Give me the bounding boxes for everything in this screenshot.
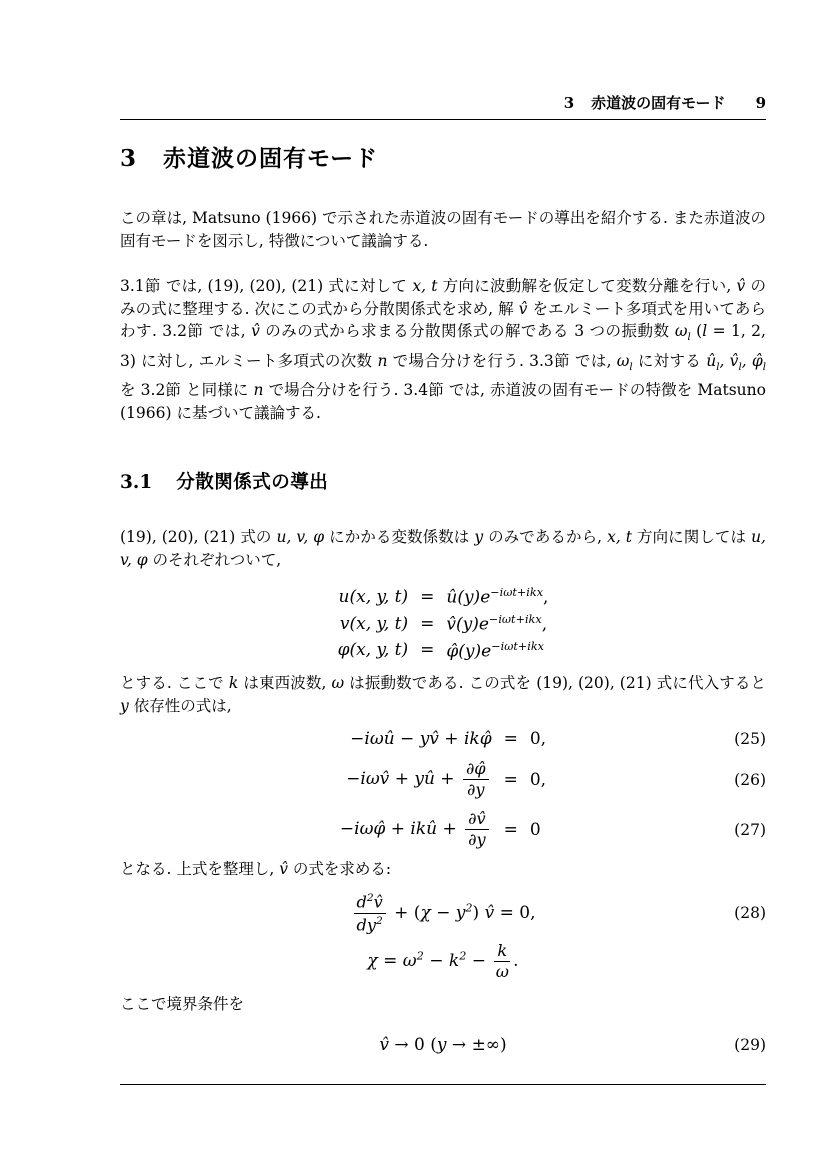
page-number: 9: [755, 94, 766, 112]
equation-chi-definition: [120, 942, 766, 981]
equation-29-body: [379, 1035, 506, 1055]
paragraph-intro: [120, 207, 766, 252]
text-run: =: [377, 951, 403, 972]
equation-number-28: (28): [734, 904, 766, 922]
equation-28: [120, 892, 766, 934]
equation-26-rhs: [530, 770, 546, 790]
math-run: ω: [495, 962, 509, 982]
equation-28-body: [351, 891, 536, 934]
text-run: のみの式から求まる分散関係式の解である 3 つの振動数: [259, 322, 675, 340]
fraction-numerator: [465, 810, 488, 830]
superscript: 2: [366, 891, 374, 905]
text-run: で場合分けを行う. 3.3節 では,: [387, 351, 617, 370]
equation-group-wave-solutions: [120, 586, 766, 661]
text-run: (19), (20), (21) 式の: [120, 528, 277, 547]
subscript: l: [629, 361, 633, 373]
superscript: 2: [375, 913, 383, 927]
text-run: 方向に波動解を仮定して変数分離を行い,: [437, 277, 737, 295]
equation-phi-rhs: [446, 640, 544, 662]
text-run: −: [423, 951, 449, 972]
math-run: v̂: [736, 277, 746, 295]
superscript: 2: [416, 949, 424, 963]
fraction: [354, 892, 386, 934]
text-run: 依存性の式は,: [128, 696, 232, 715]
paragraph-boundary: [120, 993, 766, 1016]
equals-sign: =: [503, 729, 518, 750]
equals-sign: =: [503, 769, 518, 790]
fraction-numerator: [354, 892, 386, 913]
running-head: [120, 92, 766, 113]
math-run: y: [120, 696, 129, 715]
math-run: x, t: [412, 277, 438, 295]
subsection-number: 3.1: [120, 472, 153, 494]
text-run: に対する: [632, 351, 707, 370]
text-run: 3.1節 では, (19), (20), (21) 式に対して: [120, 277, 413, 295]
text-run: のみの式に整理する. 次にこの式から分散関係式を求め, 解: [120, 277, 766, 318]
superscript: −iωt+ikx: [491, 639, 544, 653]
math-run: χ: [367, 951, 378, 972]
paragraph-v-equation: [120, 858, 766, 881]
math-run: χ − y: [420, 902, 466, 923]
math-run: û: [706, 351, 717, 370]
equals-sign: =: [420, 640, 435, 661]
subscript: l: [716, 361, 720, 373]
text-run: とする. ここで: [120, 674, 229, 693]
math-run: d: [356, 892, 367, 912]
section-heading: [120, 140, 766, 173]
math-run: , v̂: [719, 351, 739, 370]
math-run: v̂: [373, 892, 383, 912]
math-run: , φ̂: [741, 351, 763, 370]
math-run: −iωv̂ + yû +: [346, 769, 460, 790]
text-run: にかかる変数係数は: [324, 528, 475, 547]
fraction-numerator: [494, 942, 510, 962]
math-run: y: [474, 528, 484, 547]
page-header: [120, 92, 766, 120]
fraction-denominator: [468, 830, 485, 849]
text-run: を 3.2節 と同様に: [120, 381, 254, 400]
equation-25-rhs: [530, 729, 546, 749]
math-run: v̂: [484, 902, 495, 923]
subscript: l: [762, 361, 766, 373]
math-run: y: [436, 1034, 447, 1055]
math-run: ω: [331, 674, 345, 693]
section-number: 3: [120, 145, 137, 172]
superscript: 2: [459, 949, 467, 963]
text-run: = 1, 2, 3) に対し, エルミート多項式の次数: [120, 322, 766, 370]
text-run: の式を求める:: [287, 859, 392, 878]
equation-number-25: (25): [734, 730, 766, 749]
math-run: ∂y: [467, 780, 485, 800]
text-run: のみであるから,: [483, 528, 608, 547]
fraction-numerator: [463, 760, 489, 780]
text-run: 方向に関しては: [632, 528, 752, 547]
text-run: 0: [529, 819, 541, 840]
text-run: −: [466, 951, 492, 972]
math-run: u(x, y, t): [338, 587, 409, 608]
math-run: φ(x, y, t): [337, 640, 409, 661]
subsection-heading: [120, 468, 766, 494]
math-run: v(x, y, t): [339, 613, 409, 634]
equals-sign: =: [503, 819, 518, 840]
math-run: k: [497, 940, 508, 960]
equation-chi-body: [367, 940, 519, 982]
math-run: ω: [402, 951, 417, 972]
subsection-title: 分散関係式の導出: [176, 472, 329, 494]
running-head-section-title: 赤道波の固有モード: [591, 94, 726, 112]
text-run: = 0,: [494, 902, 536, 923]
fraction: [465, 810, 488, 849]
math-run: ω: [616, 351, 630, 370]
paragraph-substitute: [120, 672, 766, 717]
text-run: ,: [543, 587, 549, 608]
equation-27-lhs: [340, 810, 492, 849]
superscript: −iωt+ikx: [488, 612, 542, 626]
math-run: u, v, φ: [276, 528, 325, 547]
math-run: ∂y: [468, 830, 486, 850]
equation-v-lhs: [340, 614, 408, 634]
math-run: n: [253, 381, 264, 400]
text-run: は振動数である. この式を (19), (20), (21) 式に代入すると: [344, 674, 766, 693]
text-run: ,: [541, 614, 548, 635]
math-run: n: [377, 351, 388, 370]
equation-number-29: (29): [734, 1035, 766, 1054]
equals-sign: =: [420, 613, 435, 634]
header-rule: [120, 119, 766, 120]
paragraph-overview: [120, 275, 766, 424]
equals-sign: =: [420, 587, 435, 608]
fraction: [494, 942, 510, 981]
equation-number-27: (27): [734, 820, 766, 839]
equation-group-system: [120, 729, 766, 849]
equation-27-rhs: [530, 820, 541, 840]
superscript: 2: [465, 900, 473, 914]
equation-u-rhs: [446, 586, 548, 608]
equation-29: [120, 1035, 766, 1055]
math-run: ∂v̂: [468, 809, 486, 829]
math-run: u, v, φ: [120, 528, 766, 569]
text-run: → 0 (: [389, 1034, 437, 1055]
math-run: v̂: [518, 299, 528, 318]
equation-26-lhs: [346, 760, 491, 799]
math-run: dy: [356, 914, 376, 934]
text-run: .: [513, 951, 519, 972]
text-run: は東西波数,: [238, 674, 332, 693]
math-run: v̂: [251, 322, 260, 340]
math-run: −iωφ̂ + ikû +: [339, 819, 463, 840]
text-run: となる. 上式を整理し,: [120, 859, 280, 878]
math-run: v̂: [379, 1034, 389, 1055]
subscript: l: [687, 332, 691, 344]
text-run: (: [690, 322, 703, 340]
equation-u-lhs: [339, 587, 409, 607]
math-run: x, t: [607, 528, 633, 547]
fraction-denominator: [357, 914, 383, 934]
running-head-section-number: 3: [563, 94, 575, 112]
equation-v-rhs: [446, 613, 547, 635]
fraction: [463, 760, 489, 799]
text-run: 0,: [529, 729, 547, 750]
paragraph-separation: [120, 526, 766, 571]
text-run: ここで境界条件を: [120, 995, 245, 1014]
math-run: φ̂(y)e: [446, 641, 492, 662]
math-run: ∂φ̂: [465, 759, 486, 779]
math-run: v̂(y)e: [446, 614, 489, 635]
math-run: k: [448, 951, 460, 972]
equation-number-26: (26): [734, 770, 766, 789]
math-run: ω: [674, 322, 688, 340]
math-run: k: [228, 674, 239, 693]
math-run: v̂: [279, 859, 288, 878]
math-run: −iωû − yv̂ + ikφ̂: [350, 729, 492, 750]
footer-rule: [120, 1084, 766, 1085]
fraction-denominator: [467, 780, 484, 799]
text-run: + (: [388, 902, 421, 923]
text-run: この章は, Matsuno (1966) で示された赤道波の固有モードの導出を紹介する. また赤道波の固有モードを図示し, 特徴について議論する.: [120, 209, 766, 250]
text-run: で場合分けを行う. 3.4節 では, 赤道波の固有モードの特徴を Matsuno (1966) に基づいて議論する.: [120, 381, 766, 422]
fraction-denominator: [496, 962, 509, 981]
equation-phi-lhs: [338, 640, 409, 660]
equation-25-lhs: [350, 729, 491, 749]
text-run: のそれぞれついて,: [147, 550, 282, 569]
math-run: û(y)e: [446, 587, 491, 608]
math-run: l: [702, 322, 708, 340]
text-run: をエルミート多項式を用いてあらわす. 3.2節 では,: [120, 299, 766, 340]
text-run: ): [472, 902, 485, 923]
subscript: l: [738, 361, 742, 373]
text-run: 0,: [529, 769, 547, 790]
text-run: → ±∞): [446, 1034, 507, 1055]
superscript: −iωt+ikx: [490, 586, 544, 600]
section-title: 赤道波の固有モード: [163, 146, 379, 172]
